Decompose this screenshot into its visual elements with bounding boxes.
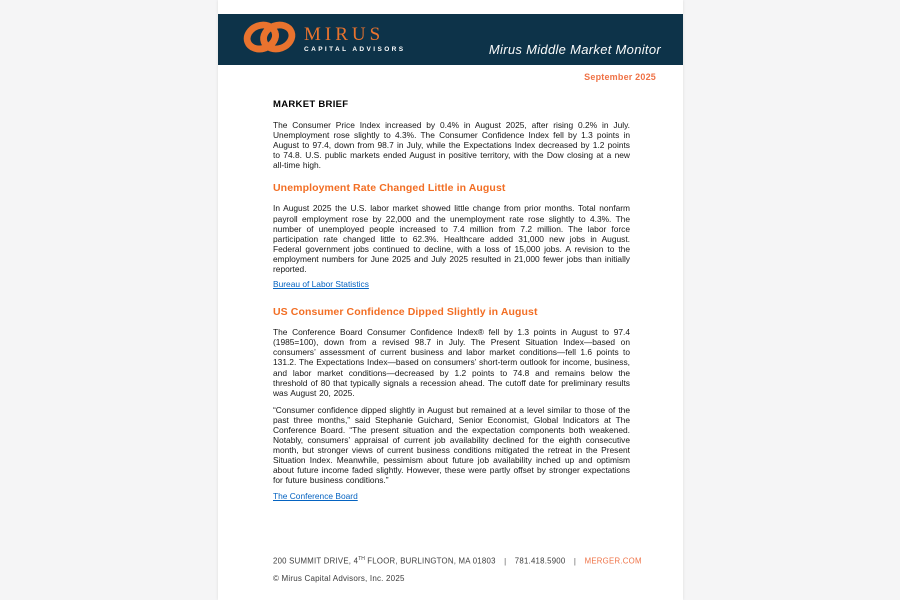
header-band [218, 14, 683, 65]
mirus-logo [242, 18, 405, 61]
brand-text-block [304, 25, 405, 54]
article-body [273, 99, 630, 504]
confidence-quote-paragraph: “Consumer confidence dipped slightly in August but remained at a level similar to those of the past three months,” said Stephanie Guichard, Senior Economist, Global Indicators at The Conference Board. “The present situation and the expectation components both weakened. Notably, consumers’ appraisal of current job availability declined for the eighth consecutive month, but stronger views of current business conditions mitigated the retreat in the Present Situation Index. Meanwhile, pessimism about future job availability inched up and optimism about future income faded slightly. However, these were partly offset by stronger expectations for future business conditions.” [273, 404, 630, 486]
footer-address-rest: FLOOR, BURLINGTON, MA 01803 [364, 556, 496, 566]
brand-tagline: CAPITAL ADVISORS [304, 46, 406, 54]
newsletter-page [218, 0, 683, 600]
footer-address-ordinal: TH [358, 556, 365, 562]
confidence-paragraph: The Conference Board Consumer Confidence Index® fell by 1.3 points in August to 97.4 (1985=100), down from a revised 98.7 in July. The Present Situation Index—based on consumers’ assessment of current business and labor market conditions—fell 1.6 points to 131.2. The Expectations Index—based on consumers’ short-term outlook for income, business, and labor market conditions—decreased by 1.2 points to 74.8 and remains below the threshold of 80 that typically signals a recession ahead. The cutoff date for preliminary results was August 20, 2025. [273, 327, 630, 398]
newsletter-title: Mirus Middle Market Monitor [488, 42, 661, 57]
section-heading-confidence: US Consumer Confidence Dipped Slightly in August [273, 306, 538, 319]
issue-date: September 2025 [584, 72, 656, 82]
market-brief-heading: MARKET BRIEF [273, 99, 349, 110]
brand-name: MIRUS [304, 24, 385, 46]
footer-website-link[interactable]: MERGER.COM [584, 556, 642, 566]
footer-contact-line [273, 556, 663, 566]
bls-link[interactable]: Bureau of Labor Statistics [273, 279, 369, 290]
market-brief-paragraph: The Consumer Price Index increased by 0.4% in August 2025, after rising 0.2% in July. Unemployment rose slightly to 4.3%. The Consumer Confidence Index fell by 1.3 points in August to 97.4, down from 98.7 in July, while the Expectations Index decreased by 1.2 points to 74.8. U.S. public markets ended August in positive territory, with the Dow closing at a new all-time high. [273, 120, 630, 171]
conference-board-link[interactable]: The Conference Board [273, 490, 358, 501]
footer-separator: | [504, 556, 507, 566]
footer-separator: | [573, 556, 577, 566]
footer-phone: 781.418.5900 [514, 556, 566, 566]
footer-address: 200 SUMMIT DRIVE, 4 [273, 556, 359, 566]
interlocking-rings-icon [242, 18, 298, 61]
unemployment-paragraph: In August 2025 the U.S. labor market showed little change from prior months. Total nonfarm payroll employment rose by 22,000 and the unemployment rate rose slightly to 4.3%. The number of unemployed people increased to 7.4 million from 7.2 million. The labor force participation rate changed little to 62.3%. Healthcare added 31,000 new jobs in August. Federal government jobs continued to decline, with a loss of 15,000 jobs. A revision to the employment numbers for June 2025 and July 2025 resulted in 21,000 fewer jobs than initially reported. [273, 203, 630, 275]
copyright-line: © Mirus Capital Advisors, Inc. 2025 [273, 573, 405, 583]
page-footer [273, 556, 663, 583]
section-heading-unemployment: Unemployment Rate Changed Little in August [273, 182, 506, 195]
